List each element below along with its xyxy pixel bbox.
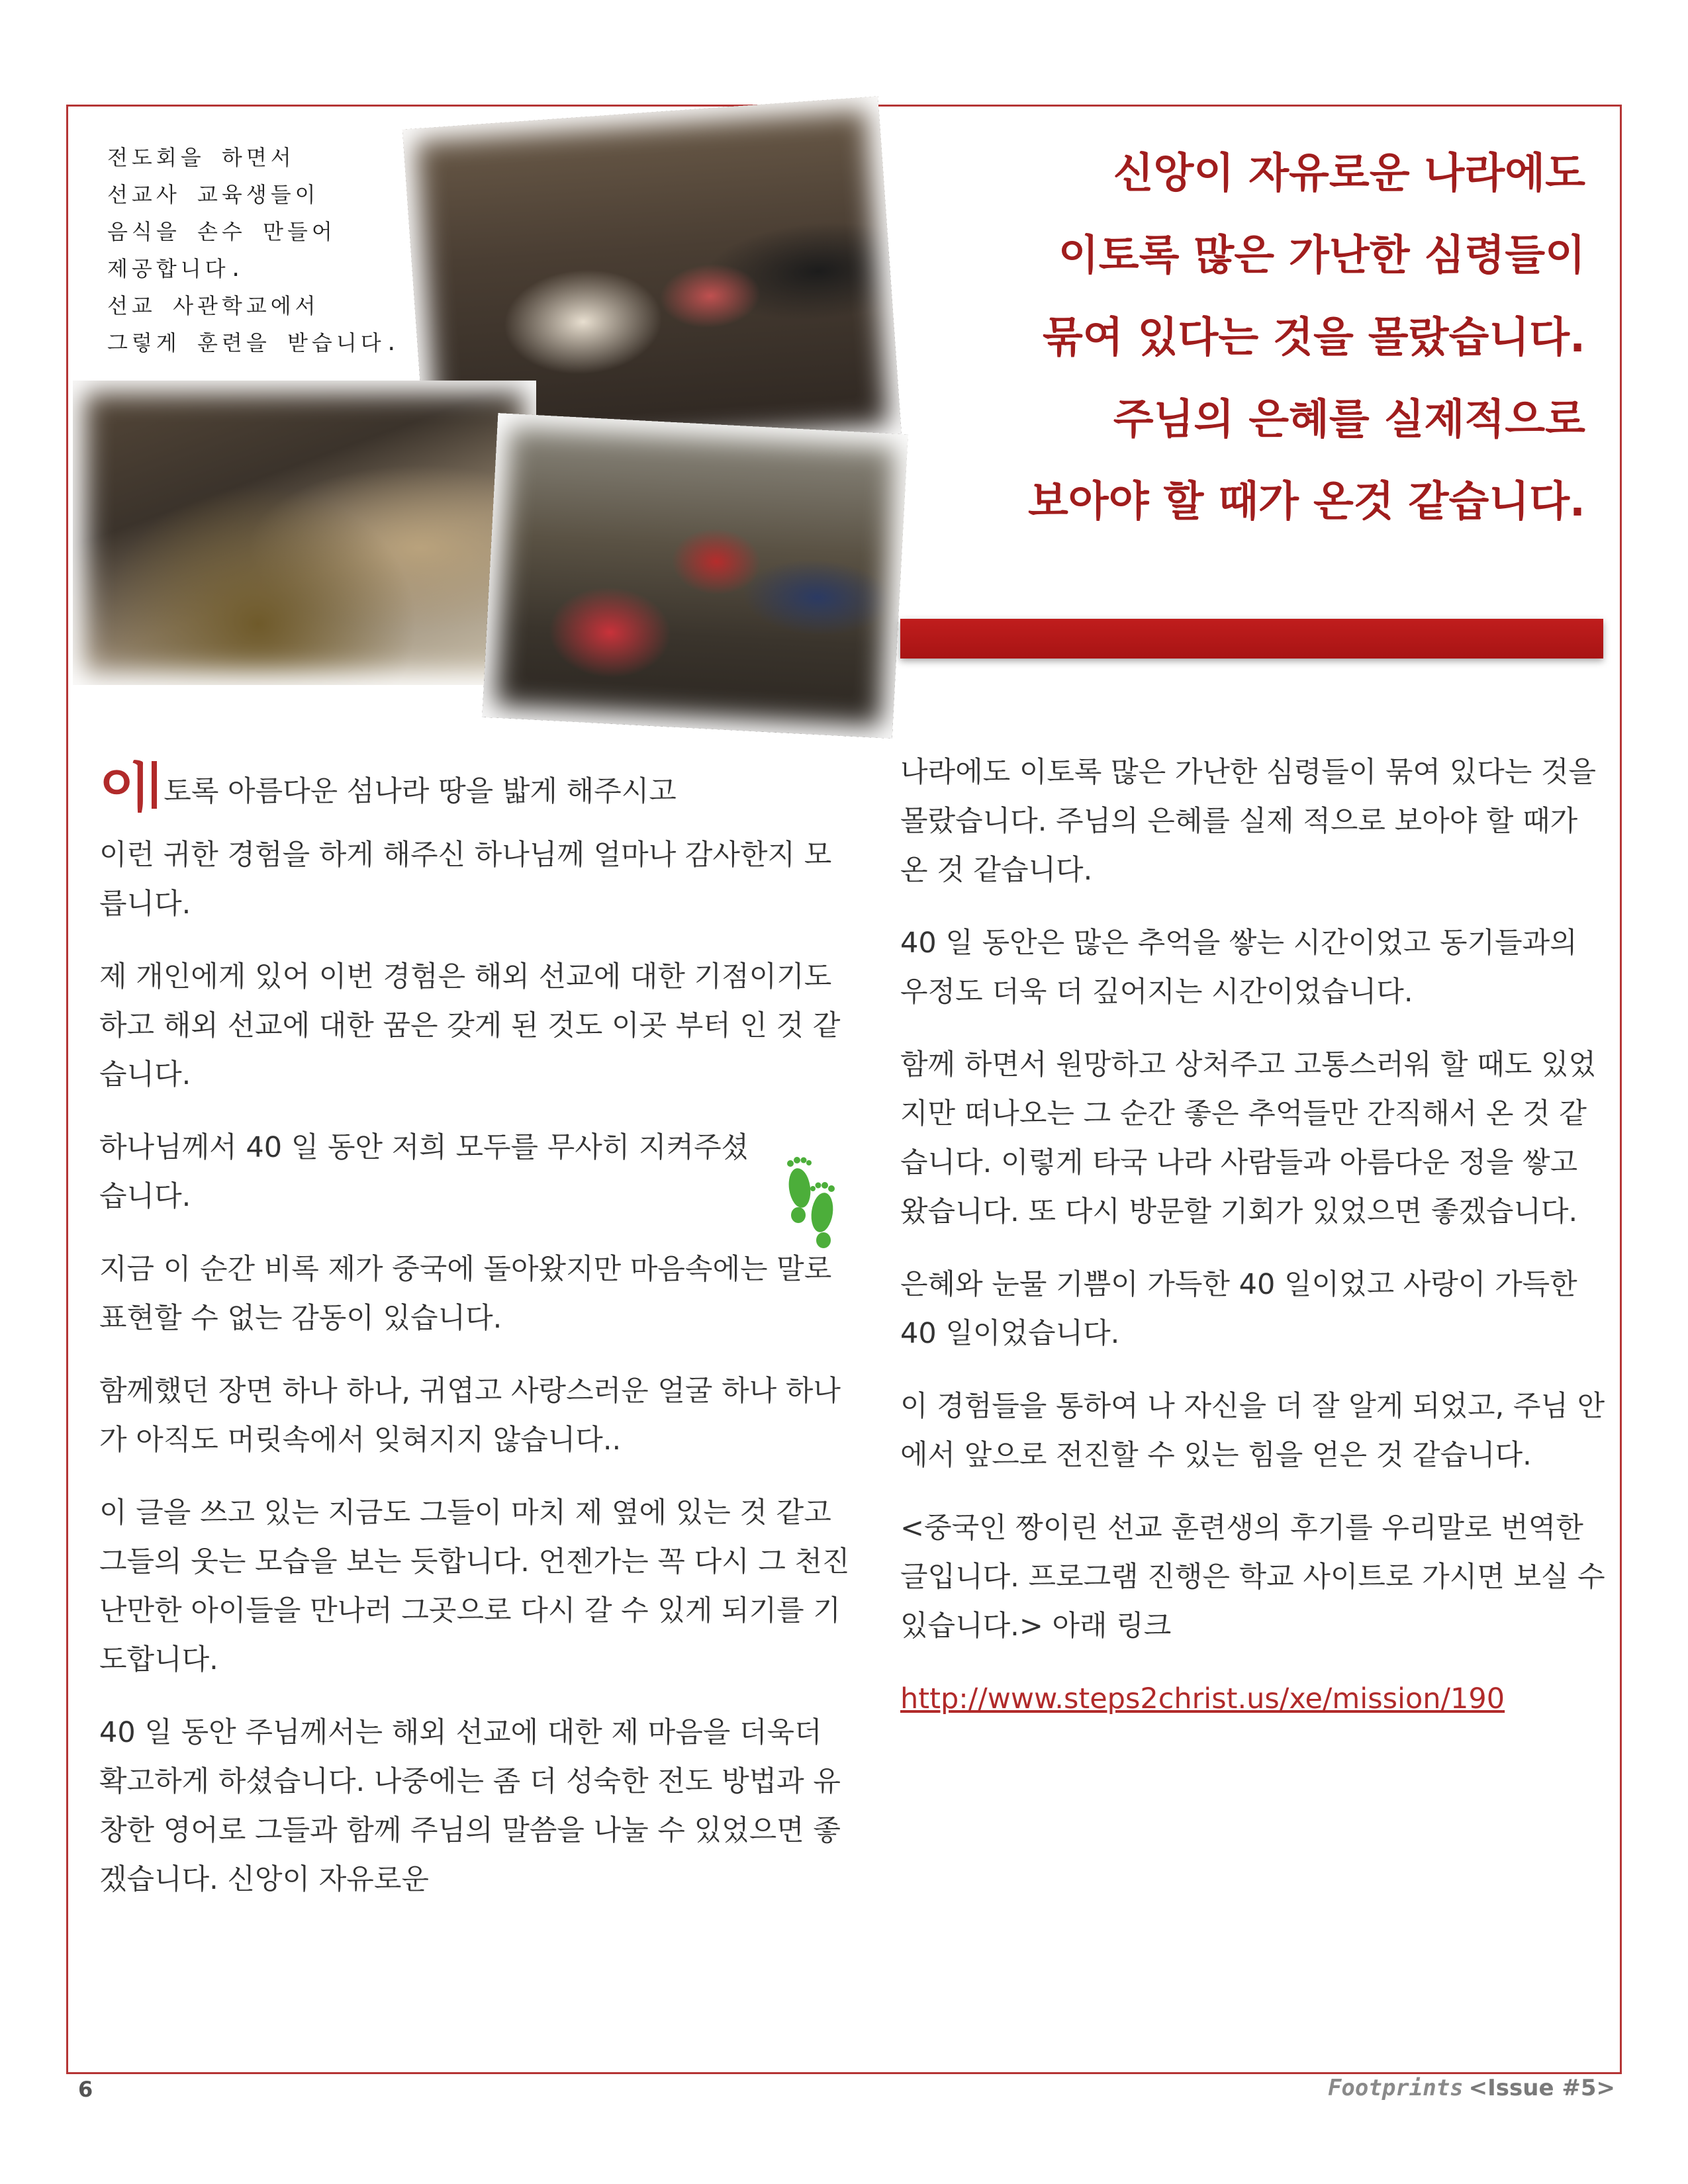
paragraph: 제 개인에게 있어 이번 경험은 해외 선교에 대한 기점이기도 하고 해외 선교에 대한 꿈은 갖게 된 것도 이곳 부터 인 것 같습니다. bbox=[99, 960, 841, 1091]
photo-caption bbox=[107, 139, 465, 361]
photo-cooking-food bbox=[73, 381, 536, 685]
pull-quote-line: 보아야 할 때가 온것 같습니다. bbox=[1028, 477, 1585, 525]
paragraph: 함께했던 장면 하나 하나, 귀엽고 사랑스러운 얼굴 하나 하나가 아직도 머릿속에서 잊혀지지 않습니다.. bbox=[99, 1375, 841, 1457]
article-first-line bbox=[99, 757, 854, 819]
caption-line: 선교사 교육생들이 bbox=[107, 182, 320, 207]
paragraph: 이 글을 쓰고 있는 지금도 그들이 마치 제 옆에 있는 것 같고 그들의 웃는 모습을 보는 듯합니다. 언젠가는 꼭 다시 그 천진난만한 아이들을 만나러 그곳으로 다시 갈 수 있게 되기를 기도합니다. bbox=[99, 1496, 850, 1676]
caption-line: 전도회을 하면서 bbox=[107, 145, 295, 170]
pull-quote-line: 이토록 많은 가난한 심령들이 bbox=[1058, 231, 1585, 279]
article-right-column bbox=[900, 748, 1609, 1747]
article-left-column bbox=[99, 757, 854, 1928]
paragraph: <중국인 짱이린 선교 훈련생의 후기를 우리말로 번역한 글입니다. 프로그램 진행은 학교 사이트로 가시면 보실 수 있습니다.> 아래 링크 bbox=[900, 1512, 1605, 1643]
paragraph: 하나님께서 40 일 동안 저희 모두를 무사히 지켜주셨습니다. bbox=[99, 1131, 749, 1213]
caption-line: 그렇게 훈련을 받습니다. bbox=[107, 330, 402, 355]
decorative-red-bar bbox=[900, 619, 1603, 659]
caption-line: 제공합니다. bbox=[107, 256, 246, 281]
mission-link[interactable]: http://www.steps2christ.us/xe/mission/190 bbox=[900, 1682, 1505, 1715]
drop-cap-bar bbox=[152, 761, 157, 809]
pull-quote-line: 신앙이 자유로운 나라에도 bbox=[1113, 149, 1585, 197]
paragraph: 함께 하면서 원망하고 상처주고 고통스러워 할 때도 있었지만 떠나오는 그 순간 좋은 추억들만 간직해서 온 것 같습니다. 이렇게 타국 나라 사람들과 아름다운 정을 쌓고 왔습니다. 또 다시 방문할 기회가 있었으면 좋겠습니다. bbox=[900, 1048, 1597, 1228]
paragraph: 40 일 동안 주님께서는 해외 선교에 대한 제 마음을 더욱더 확고하게 하셨습니다. 나중에는 좀 더 성숙한 전도 방법과 유창한 영어로 그들과 함께 주님의 말씀을 나눌 수 있었으면 좋겠습니다. 신앙이 자유로운 bbox=[99, 1716, 841, 1896]
page-number: 6 bbox=[78, 2077, 93, 2102]
footer-publication bbox=[1328, 2075, 1615, 2101]
caption-line: 선교 사관학교에서 bbox=[107, 293, 320, 318]
paragraph: 나라에도 이토록 많은 가난한 심령들이 묶여 있다는 것을 몰랐습니다. 주님의 은혜를 실제 적으로 보아야 할 때가 온 것 같습니다. bbox=[900, 756, 1597, 887]
paragraph: 이런 귀한 경험을 하게 해주신 하나님께 얼마나 감사한지 모릅니다. bbox=[99, 839, 832, 921]
publication-name: Footprints bbox=[1327, 2075, 1464, 2101]
paragraph: 은혜와 눈물 기쁨이 가득한 40 일이었고 사랑이 가득한 40 일이었습니다. bbox=[900, 1268, 1577, 1350]
first-line-text: 토록 아름다운 섬나라 땅을 밟게 해주시고 bbox=[164, 775, 677, 808]
caption-line: 음식을 손수 만들어 bbox=[107, 219, 336, 244]
paragraph: 지금 이 순간 비록 제가 중국에 돌아왔지만 마음속에는 말로 표현할 수 없는 감동이 있습니다. bbox=[99, 1253, 832, 1335]
pull-quote-line: 주님의 은혜를 실제적으로 bbox=[1113, 395, 1585, 443]
drop-cap: 이 bbox=[99, 757, 151, 819]
paragraph: 이 경험들을 통하여 나 자신을 더 잘 알게 되었고, 주님 안에서 앞으로 전진할 수 있는 힘을 얻은 것 같습니다. bbox=[900, 1390, 1605, 1472]
pull-quote bbox=[725, 132, 1585, 543]
paragraph: 40 일 동안은 많은 추억을 쌓는 시간이었고 동기들과의 우정도 더욱 더 깊어지는 시간이었습니다. bbox=[900, 927, 1577, 1009]
issue-number: <Issue #5> bbox=[1468, 2075, 1615, 2101]
pull-quote-line: 묶여 있다는 것을 몰랐습니다. bbox=[1042, 313, 1585, 361]
footprints-icon bbox=[781, 1152, 841, 1251]
